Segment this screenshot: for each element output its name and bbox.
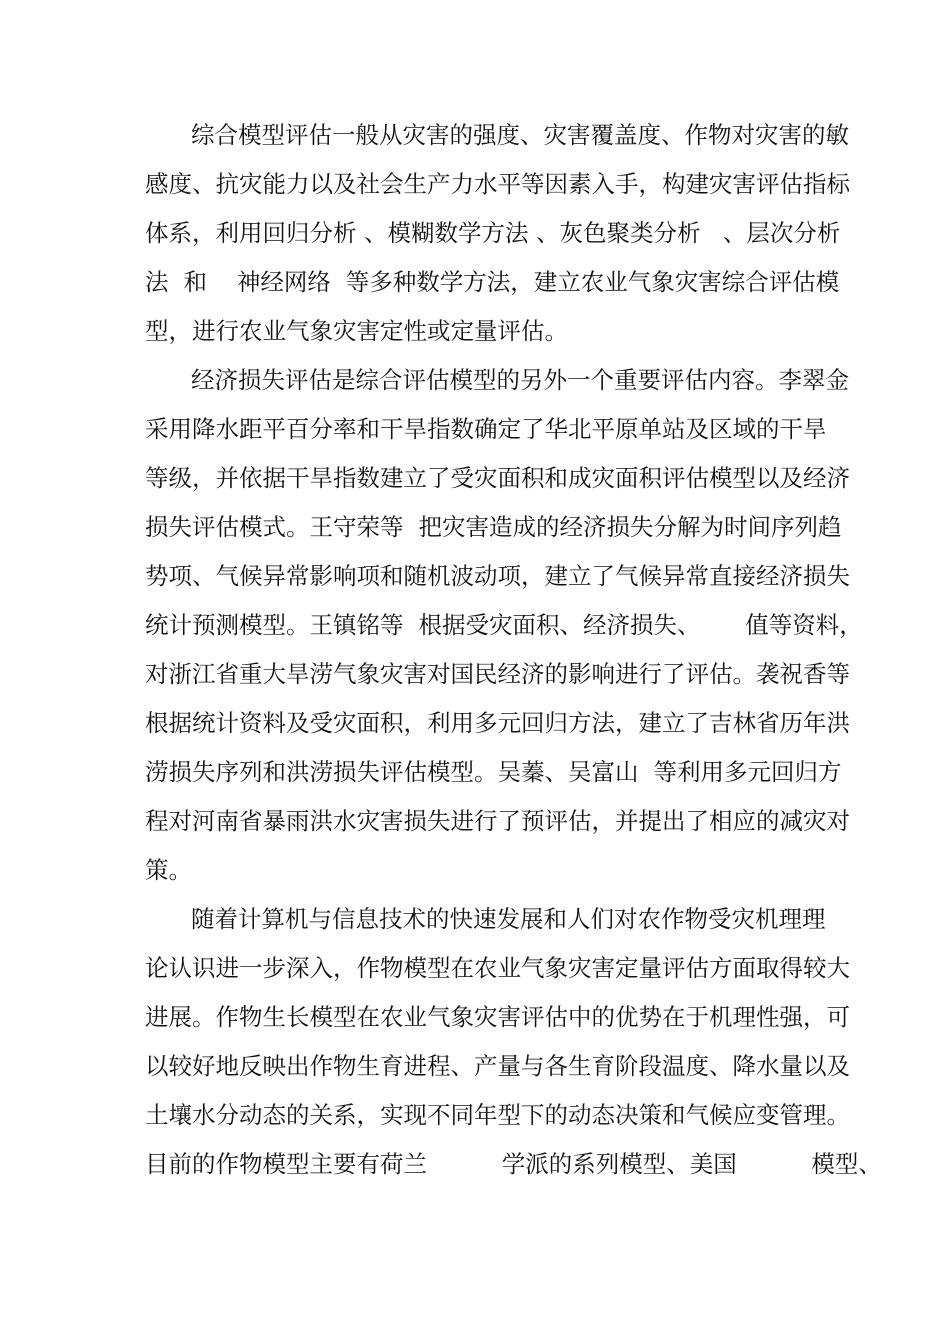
text-line: 对浙江省重大旱涝气象灾害对国民经济的影响进行了评估。袭祝香等 — [145, 660, 850, 688]
text-line: 感度、抗灾能力以及社会生产力水平等因素入手，构建灾害评估指标 — [145, 170, 850, 198]
text-line: 目前的作物模型主要有荷兰 学派的系列模型、美国 模型、 — [145, 1150, 882, 1178]
text-line: 法 和 神经网络 等多种数学方法，建立农业气象灾害综合评估模 — [145, 268, 840, 296]
text-line: 体系，利用回归分析 、模糊数学方法 、灰色聚类分析 、层次分析 — [145, 219, 841, 247]
text-line: 涝损失序列和洪涝损失评估模型。吴蓁、吴富山 等利用多元回归方 — [145, 758, 842, 786]
text-line: 经济损失评估是综合评估模型的另外一个重要评估内容。李翠金 — [191, 366, 849, 394]
text-line: 随着计算机与信息技术的快速发展和人们对农作物受灾机理理 — [191, 905, 826, 933]
text-line: 论认识进一步深入，作物模型在农业气象灾害定量评估方面取得较大 — [145, 954, 850, 982]
text-line: 综合模型评估一般从灾害的强度、灾害覆盖度、作物对灾害的敏 — [191, 121, 849, 149]
paragraph-1 — [145, 111, 850, 356]
text-line: 统计预测模型。王镇铭等 根据受灾面积、经济损失、 值等资料， — [145, 611, 863, 639]
text-line: 进展。作物生长模型在农业气象灾害评估中的优势在于机理性强，可 — [145, 1003, 850, 1031]
text-line: 势项、气候异常影响项和随机波动项，建立了气候异常直接经济损失 — [145, 562, 850, 590]
text-line: 根据统计资料及受灾面积，利用多元回归方法，建立了吉林省历年洪 — [145, 709, 850, 737]
text-line: 土壤水分动态的关系，实现不同年型下的动态决策和气候应变管理。 — [145, 1101, 850, 1129]
text-line: 采用降水距平百分率和干旱指数确定了华北平原单站及区域的干旱 — [145, 415, 827, 443]
body-text — [145, 111, 882, 1189]
text-line: 损失评估模式。王守荣等 把灾害造成的经济损失分解为时间序列趋 — [145, 513, 842, 541]
text-line: 策。 — [145, 856, 192, 884]
text-line: 型，进行农业气象灾害定性或定量评估。 — [145, 317, 568, 345]
paragraph-3 — [145, 895, 882, 1189]
text-line: 程对河南省暴雨洪水灾害损失进行了预评估，并提出了相应的减灾对 — [145, 807, 850, 835]
paragraph-2 — [145, 356, 863, 895]
text-line: 以较好地反映出作物生育进程、产量与各生育阶段温度、降水量以及 — [145, 1052, 850, 1080]
text-line: 等级，并依据干旱指数建立了受灾面积和成灾面积评估模型以及经济 — [145, 464, 850, 492]
